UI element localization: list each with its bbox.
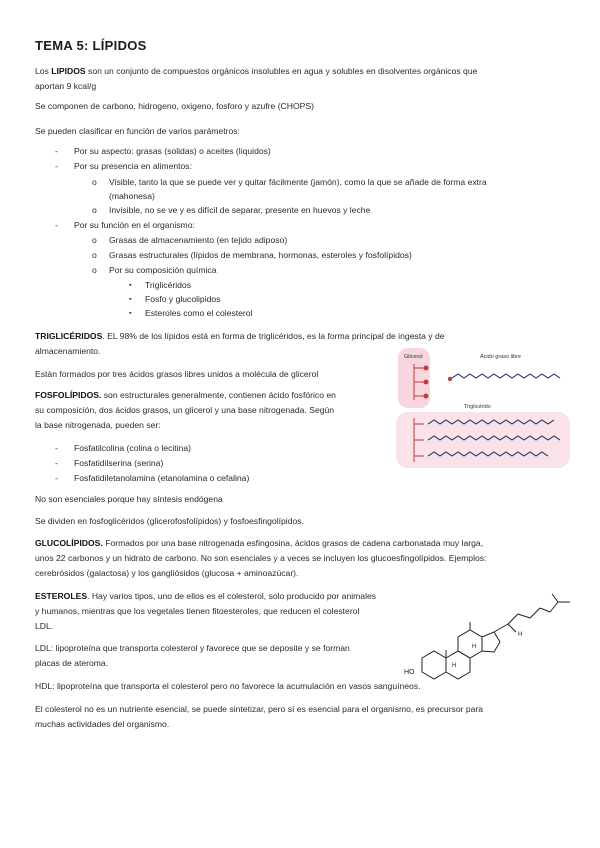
dash-bullet: -: [55, 473, 58, 483]
final-line1: El colesterol no es un nutriente esencial, se puede sintetizar, pero sí es esencial para el organismo, es precursor para: [35, 704, 484, 714]
dash-bullet: -: [55, 458, 58, 468]
steroid-rings: [422, 594, 570, 679]
fosfolipidos-paragraph: [35, 388, 390, 433]
list-item: Invisible, no se ve y es difícil de separar, presente en huevos y leche: [109, 205, 371, 215]
list-item: Fosfo y glucolipidos: [145, 294, 221, 304]
list-item: Visible, tanto la que se puede ver y quitar fácilmente (jamón), como la que se añade de forma extra: [109, 177, 487, 187]
esteroles-paragraph: [35, 589, 430, 634]
glucolipidos-lead: GLUCOLÍPIDOS.: [35, 538, 103, 548]
list-item: Grasas estructurales (lípidos de membrana, hormonas, esteroles y fosfolípidos): [109, 250, 412, 260]
acido-graso-label: Ácido graso libre: [480, 354, 521, 360]
dash-bullet: -: [55, 146, 58, 156]
hydroxyl-label: HO: [404, 669, 415, 676]
triglyceride-figure: [392, 346, 572, 472]
list-item: Grasas de almacenamiento (en tejido adiposo): [109, 235, 288, 245]
page-title: TEMA 5: LÍPIDOS: [35, 38, 147, 53]
hdl-paragraph: HDL: lipoproteína que transporta el colesterol pero no favorece la acumulación en vasos sanguíneos.: [35, 681, 421, 691]
intro-word: Los: [35, 66, 49, 76]
fosfolipidos-lead: FOSFOLÍPIDOS.: [35, 390, 102, 400]
circle-bullet: o: [92, 235, 97, 245]
list-item: Fosfatidilserina (serina): [74, 458, 164, 468]
glucolipidos-paragraph: [35, 536, 565, 581]
carboxyl-group: [448, 377, 452, 381]
intro-line2: aportan 9 kcal/g: [35, 81, 97, 91]
intro-lead: LIPIDOS: [51, 66, 86, 76]
classify-intro: Se pueden clasificar en función de varios parámetros:: [35, 126, 240, 136]
ldl-line2: placas de ateroma.: [35, 658, 109, 668]
list-item: Fosfatidiletanolamina (etanolamina o cefalina): [74, 473, 250, 483]
esteroles-lead: ESTEROLES: [35, 591, 88, 601]
list-item: Triglicéridos: [145, 280, 192, 290]
esteroles-line3: LDL.: [35, 621, 54, 631]
list-item: Por su aspecto: grasas (solidas) o aceites (liquidos): [74, 146, 271, 156]
fosfolipidos-not-essential: No son esenciales porque hay síntesis endógena: [35, 494, 223, 504]
fosfolipidos-rest: son estructurales generalmente, contienen ácido fosfórico en: [101, 390, 336, 400]
hydrogen-label-3: H: [518, 632, 523, 638]
glucolipidos-line2: unos 22 carbonos y un hidrato de carbono. No son esenciales y a veces se incluyen los glucoesfingolípidos. Ejemplos:: [35, 553, 487, 563]
hydrogen-label-2: H: [472, 644, 477, 650]
intro-rest: son un conjunto de compuestos orgánicos insolubles en agua y solubles en disolventes orgánicos que: [85, 66, 478, 76]
circle-bullet: o: [92, 265, 97, 275]
list-item: Fosfatilcolina (colina o lecitina): [74, 443, 192, 453]
intro-paragraph: [35, 64, 565, 94]
final-line2: muchas actividades del organismo.: [35, 719, 170, 729]
square-bullet: ▪: [129, 296, 132, 303]
circle-bullet: o: [92, 205, 97, 215]
trigliceridos-figure-label: Triglicérido: [464, 404, 491, 410]
esteroles-line2: y humanos, mientras que los vegetales tienen fitoesteroles, que reducen el colesterol: [35, 606, 360, 616]
dash-bullet: -: [55, 443, 58, 453]
list-item: Esteroles como el colesterol: [145, 308, 253, 318]
ldl-paragraph: [35, 641, 425, 671]
ldl-line1: LDL: lipoproteína que transporta colesterol y favorece que se deposite y se forman: [35, 643, 350, 653]
list-item: Por su composición química: [109, 265, 217, 275]
trigliceridos-line2: almacenamiento.: [35, 346, 101, 356]
glicerol-label: Glicerol: [404, 354, 423, 360]
square-bullet: ▪: [129, 282, 132, 289]
trigliceridos-rest: . EL 98% de los lípidos está en forma de triglicéridos, es la forma principal de ingesta y de: [102, 331, 445, 341]
list-item: Por su función en el organismo:: [74, 220, 195, 230]
list-item-continuation: (mahonesa): [109, 191, 155, 201]
list-item: Por su presencia en alimentos:: [74, 161, 192, 171]
glucolipidos-rest: Formados por una base nitrogenada esfingosina, ácidos grasos de cadena carbonatada muy larga,: [102, 538, 484, 548]
dash-bullet: -: [55, 161, 58, 171]
glucolipidos-line3: cerebrósidos (galactosa) y los gangliósidos (glucosa + aminoazúcar).: [35, 568, 299, 578]
square-bullet: ▪: [129, 310, 132, 317]
final-paragraph: [35, 702, 565, 732]
fosfolipidos-divided: Se dividen en fosfoglicéridos (glicerofosfolípidos) y fosfoesfingolípidos.: [35, 516, 304, 526]
cholesterol-structure: [400, 590, 580, 680]
circle-bullet: o: [92, 250, 97, 260]
circle-bullet: o: [92, 177, 97, 187]
composition-text: Se componen de carbono, hidrogeno, oxigeno, fosforo y azufre (CHOPS): [35, 101, 314, 111]
fatty-acid-chain: [452, 374, 560, 378]
fosfolipidos-line2: su composición, dos ácidos grasos, un glicerol y una base nitrogenada. Según: [35, 405, 335, 415]
trigliceridos-formed: Están formados por tres ácidos grasos libres unidos a molécula de glicerol: [35, 369, 319, 379]
dash-bullet: -: [55, 220, 58, 230]
fosfolipidos-line3: la base nitrogenada, pueden ser:: [35, 420, 161, 430]
hydrogen-label-1: H: [452, 663, 457, 669]
esteroles-rest: . Hay varios tipos, uno de ellos es el colesterol, solo producido por animales: [87, 591, 377, 601]
trigliceridos-lead: TRIGLICÉRIDOS: [35, 331, 103, 341]
